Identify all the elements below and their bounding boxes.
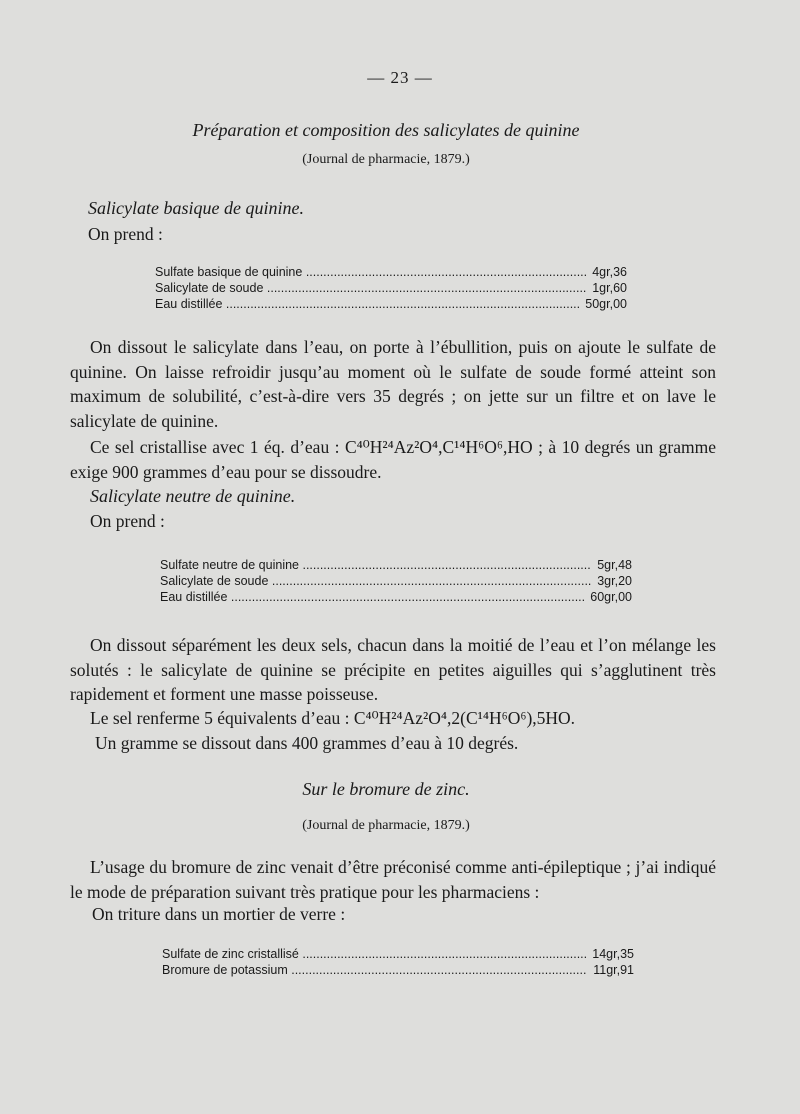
ingredient-name: Sulfate de zinc cristallisé ..... — [162, 946, 586, 962]
ingredient-amount: 60gr,00 — [590, 590, 632, 604]
ingredient-amount: 14gr,35 — [592, 947, 634, 961]
ingredient-row — [160, 557, 632, 573]
line-zinc-trituration: On triture dans un mortier de verre : — [92, 904, 346, 924]
ingredient-amount: 11gr,91 — [593, 963, 634, 977]
ingredients-table-neutral — [160, 557, 632, 605]
ingredients-table-basic — [155, 264, 627, 312]
paragraph-basic-procedure: On dissout le salicylate dans l’eau, on porte à l’ébullition, puis on ajoute le sulfate de quinine. On laisse refroidir jusqu’au moment où le sulfate de soude formé atteint son maximum de solubilité, c’est-à-dire vers 35 degrés ; on jette sur un filtre et on lave le salicylate de quinine. — [70, 337, 716, 431]
ingredient-amount: 3gr,20 — [597, 574, 632, 588]
ingredients-table-zinc — [162, 946, 634, 978]
ingredient-row — [155, 264, 627, 280]
ingredient-amount: 4gr,36 — [592, 265, 627, 279]
section-title-zinc-bromide: Sur le bromure de zinc. — [302, 779, 470, 799]
ingredient-row — [162, 962, 634, 978]
ingredient-row — [155, 280, 627, 296]
ingredient-name: Sulfate neutre de quinine ..... — [160, 557, 591, 573]
paragraph-zinc-bromide-usage: L’usage du bromure de zinc venait d’être préconisé comme anti-épileptique ; j’ai indiqué le mode de préparation suivant très pratique pour les pharmaciens : — [70, 857, 716, 902]
ingredient-row — [162, 946, 634, 962]
ingredient-name: Salicylate de soude ..... — [160, 573, 591, 589]
on-prend-neutral: On prend : — [90, 511, 165, 531]
section-title-salicylates: Préparation et composition des salicylates de quinine — [192, 120, 580, 140]
subheading-neutral-salicylate: Salicylate neutre de quinine. — [90, 486, 296, 506]
ingredient-amount: 50gr,00 — [585, 297, 627, 311]
page-number: — 23 — — [367, 68, 433, 87]
ingredient-name: Salicylate de soude ..... — [155, 280, 586, 296]
ingredient-row — [160, 573, 632, 589]
line-neutral-solubility: Un gramme se dissout dans 400 grammes d’eau à 10 degrés. — [95, 733, 519, 753]
ingredient-amount: 5gr,48 — [597, 558, 632, 572]
ingredient-name: Eau distillée ..... — [155, 296, 579, 312]
ingredient-name: Sulfate basique de quinine ..... — [155, 264, 586, 280]
ingredient-row — [155, 296, 627, 312]
section-source-zinc-bromide: (Journal de pharmacie, 1879.) — [302, 818, 470, 833]
subheading-basic-salicylate: Salicylate basique de quinine. — [88, 198, 304, 218]
line-neutral-water: Le sel renferme 5 équivalents d’eau : C⁴⁰H²⁴Az²O⁴,2(C¹⁴H⁶O⁶),5HO. — [90, 708, 576, 728]
ingredient-name: Bromure de potassium ..... — [162, 962, 587, 978]
ingredient-amount: 1gr,60 — [592, 281, 627, 295]
ingredient-name: Eau distillée ..... — [160, 589, 584, 605]
section-source-salicylates: (Journal de pharmacie, 1879.) — [302, 152, 470, 167]
on-prend-basic: On prend : — [88, 224, 163, 244]
paragraph-neutral-procedure: On dissout séparément les deux sels, chacun dans la moitié de l’eau et l’on mélange les solutés : le salicylate de quinine se précipite en petites aiguilles qui s’agglutinent très rapidement et forment une masse poisseuse. — [70, 635, 716, 704]
paragraph-basic-properties: Ce sel cristallise avec 1 éq. d’eau : C⁴⁰H²⁴Az²O⁴,C¹⁴H⁶O⁶,HO ; à 10 degrés un gramme exige 900 grammes d’eau pour se dissoudre. — [70, 437, 716, 482]
ingredient-row — [160, 589, 632, 605]
